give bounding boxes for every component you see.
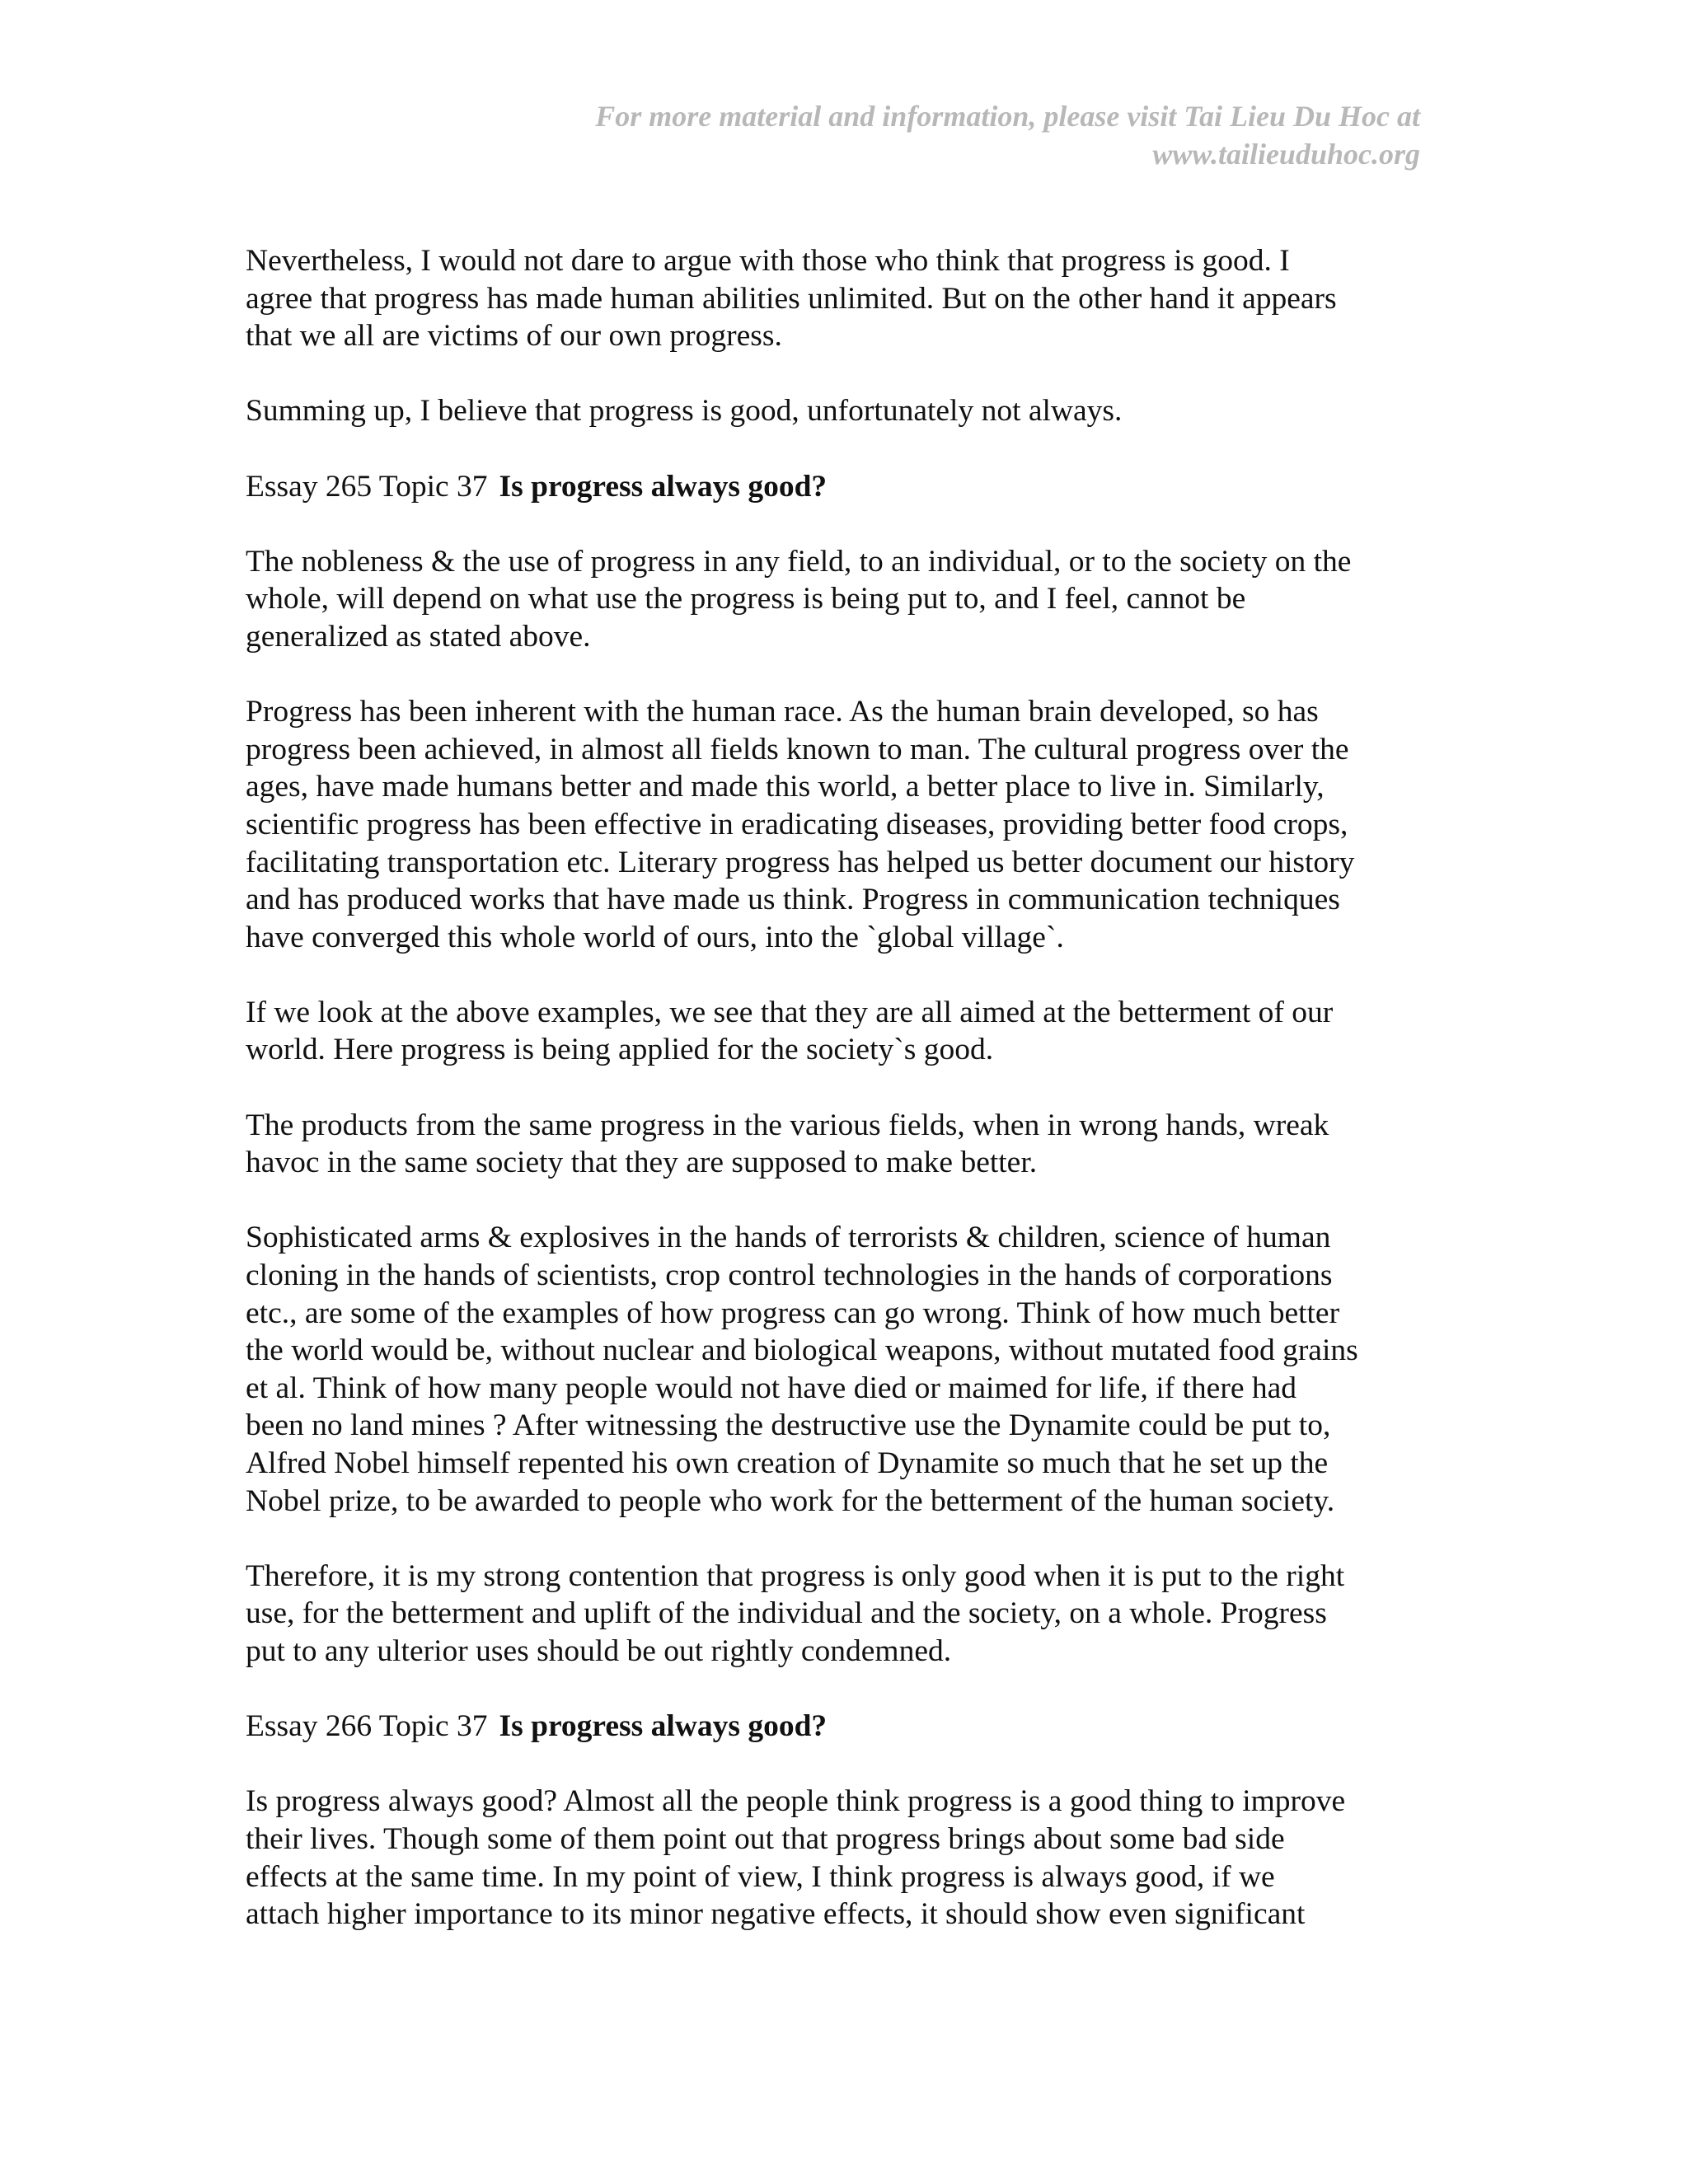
paragraph-line: ages, have made humans better and made this world, a better place to live in. Similarly, [246, 770, 1325, 804]
paragraph-line: have converged this whole world of ours, into the `global village`. [246, 920, 1064, 954]
paragraph-line: world. Here progress is being applied for the society`s good. [246, 1033, 994, 1067]
paragraph-line: their lives. Though some of them point out that progress brings about some bad side [246, 1821, 1285, 1856]
paragraph-line: put to any ulterior uses should be out rightly condemned. [246, 1633, 952, 1668]
paragraph [246, 1783, 1441, 1933]
page-header [184, 97, 1420, 173]
paragraph-line: Nobel prize, to be awarded to people who work for the betterment of the human society. [246, 1483, 1335, 1518]
paragraph-line: been no land mines ? After witnessing the destructive use the Dynamite could be put to, [246, 1408, 1331, 1443]
essay-number-label: Essay 265 Topic 37 [246, 469, 488, 504]
paragraph-line: the world would be, without nuclear and biological weapons, without mutated food grains [246, 1333, 1358, 1368]
paragraph-line: scientific progress has been effective in eradicating diseases, providing better food crops, [246, 807, 1348, 841]
paragraph-line: and has produced works that have made us think. Progress in communication techniques [246, 883, 1340, 917]
paragraph-line: havoc in the same society that they are supposed to make better. [246, 1146, 1038, 1180]
essay-number-label: Essay 266 Topic 37 [246, 1709, 488, 1744]
document-body [246, 242, 1441, 1971]
paragraph [246, 1219, 1441, 1520]
essay-topic-title: Is progress always good? [499, 1709, 828, 1744]
paragraph-line: Therefore, it is my strong contention that progress is only good when it is put to the right [246, 1558, 1345, 1593]
header-line-1: For more material and information, please visit Tai Lieu Du Hoc at [595, 100, 1420, 133]
paragraph-line: Is progress always good? Almost all the people think progress is a good thing to improve [246, 1784, 1346, 1819]
paragraph-line: whole, will depend on what use the progress is being put to, and I feel, cannot be [246, 582, 1246, 616]
paragraph-line: Alfred Nobel himself repented his own creation of Dynamite so much that he set up the [246, 1446, 1329, 1480]
paragraph-line: etc., are some of the examples of how progress can go wrong. Think of how much better [246, 1296, 1340, 1330]
paragraph-line: The nobleness & the use of progress in any field, to an individual, or to the society on the [246, 544, 1352, 579]
paragraph-line: attach higher importance to its minor negative effects, it should show even significant [246, 1897, 1306, 1932]
paragraph-line: If we look at the above examples, we see that they are all aimed at the betterment of our [246, 995, 1334, 1029]
paragraph-line: et al. Think of how many people would not have died or maimed for life, if there had [246, 1371, 1296, 1405]
paragraph [246, 392, 1441, 430]
paragraph-line: Progress has been inherent with the human race. As the human brain developed, so has [246, 695, 1319, 729]
paragraph-line: Sophisticated arms & explosives in the hands of terrorists & children, science of human [246, 1221, 1331, 1255]
paragraph-line: effects at the same time. In my point of view, I think progress is always good, if we [246, 1859, 1275, 1894]
paragraph-line: generalized as stated above. [246, 619, 591, 654]
paragraph-line: progress been achieved, in almost all fields known to man. The cultural progress over the [246, 732, 1349, 766]
paragraph [246, 693, 1441, 956]
paragraph [246, 1558, 1441, 1671]
paragraph [246, 994, 1441, 1069]
header-url: www.tailieuduhoc.org [1152, 138, 1420, 171]
paragraph-line: that we all are victims of our own progress. [246, 319, 782, 354]
paragraph-line: use, for the betterment and uplift of the individual and the society, on a whole. Progress [246, 1596, 1327, 1631]
paragraph-line: agree that progress has made human abilities unlimited. But on the other hand it appears [246, 281, 1337, 316]
paragraph [246, 1107, 1441, 1182]
essay-heading [246, 468, 1441, 506]
paragraph-line: Summing up, I believe that progress is good, unfortunately not always. [246, 394, 1123, 429]
paragraph-line: Nevertheless, I would not dare to argue with those who think that progress is good. I [246, 244, 1290, 278]
essay-topic-title: Is progress always good? [499, 469, 828, 504]
essay-heading [246, 1708, 1441, 1746]
paragraph [246, 242, 1441, 355]
paragraph-line: The products from the same progress in the various fields, when in wrong hands, wreak [246, 1108, 1329, 1142]
paragraph-line: facilitating transportation etc. Literary progress has helped us better document our history [246, 845, 1355, 879]
paragraph-line: cloning in the hands of scientists, crop control technologies in the hands of corporations [246, 1258, 1333, 1293]
paragraph [246, 543, 1441, 656]
